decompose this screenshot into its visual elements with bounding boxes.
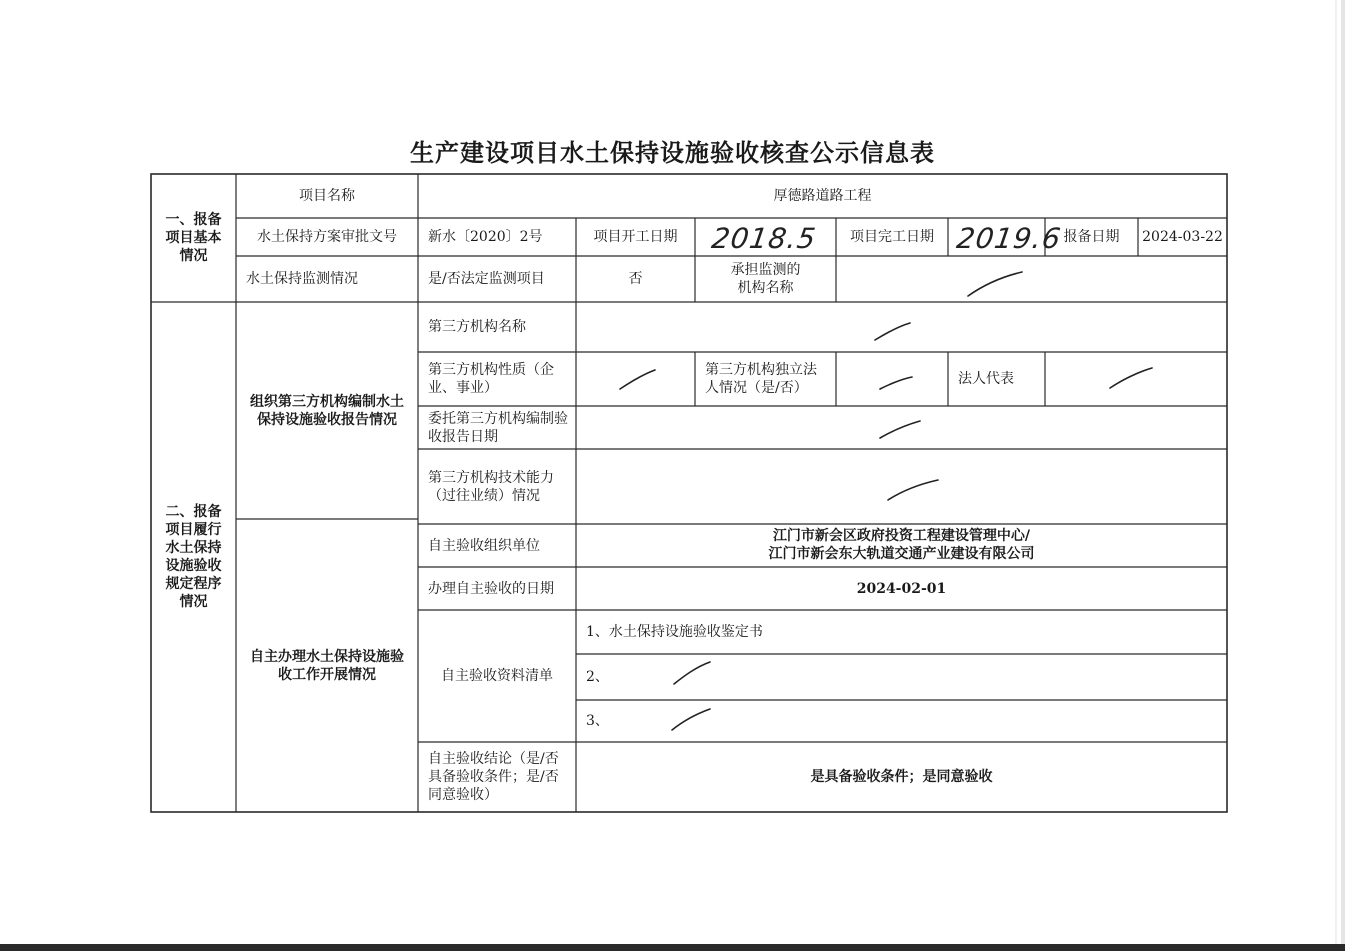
self-date-value: 2024-02-01 bbox=[856, 580, 947, 597]
section2-label: 二、报备项目履行水土保持设施验收规定程序情况 bbox=[165, 504, 222, 610]
conclusion-label: 自主验收结论（是/否具备验收条件；是/否同意验收） bbox=[428, 751, 559, 803]
legal-rep-label: 法人代表 bbox=[958, 371, 1014, 387]
third-capability-label: 第三方机构技术能力（过往业绩）情况 bbox=[428, 469, 554, 504]
filing-date-label: 报备日期 bbox=[1063, 229, 1120, 245]
monitor-org-label: 承担监测的机构名称 bbox=[730, 262, 801, 296]
approval-no: 新水〔2020〕2号 bbox=[428, 229, 543, 245]
self-date-label: 办理自主验收的日期 bbox=[428, 580, 554, 597]
statutory-monitoring-label: 是/否法定监测项目 bbox=[428, 271, 545, 287]
conclusion-value: 是具备验收条件；是同意验收 bbox=[810, 769, 993, 785]
project-name-label: 项目名称 bbox=[299, 188, 355, 204]
self-acceptance-group-label: 自主办理水土保持设施验收工作开展情况 bbox=[250, 648, 404, 683]
page-title: 生产建设项目水土保持设施验收核查公示信息表 bbox=[410, 138, 935, 167]
approval-label: 水土保持方案审批文号 bbox=[257, 229, 397, 245]
statutory-monitoring-value: 否 bbox=[628, 271, 643, 287]
materials-item-3: 3、 bbox=[586, 713, 609, 729]
self-org-line1: 江门市新会区政府投资工程建设管理中心/ bbox=[772, 528, 1031, 544]
third-party-group-label: 组织第三方机构编制水土保持设施验收报告情况 bbox=[250, 393, 404, 428]
third-nature-label: 第三方机构性质（企业、事业） bbox=[428, 362, 554, 396]
project-name-value: 厚德路道路工程 bbox=[773, 188, 872, 204]
scan-edge bbox=[1341, 0, 1345, 951]
self-org-line2: 江门市新会东大轨道交通产业建设有限公司 bbox=[768, 546, 1035, 562]
materials-item-1: 1、水土保持设施验收鉴定书 bbox=[586, 624, 763, 640]
third-independent-label: 第三方机构独立法人情况（是/否） bbox=[705, 362, 817, 396]
self-org-label: 自主验收组织单位 bbox=[428, 537, 540, 554]
materials-item-2: 2、 bbox=[586, 669, 609, 685]
start-date-label: 项目开工日期 bbox=[593, 229, 678, 245]
start-date-handwritten: 2018.5 bbox=[709, 222, 819, 255]
materials-label: 自主验收资料清单 bbox=[441, 668, 553, 684]
monitoring-label: 水土保持监测情况 bbox=[246, 271, 358, 287]
end-date-label: 项目完工日期 bbox=[850, 229, 934, 245]
third-name-label: 第三方机构名称 bbox=[428, 319, 526, 335]
filing-date-value: 2024-03-22 bbox=[1142, 229, 1223, 245]
end-date-handwritten: 2019.6 bbox=[954, 222, 1064, 255]
scan-edge-shadow bbox=[1335, 0, 1337, 951]
section1-label: 一、报备项目基本情况 bbox=[165, 212, 222, 264]
commission-date-label: 委托第三方机构编制验收报告日期 bbox=[428, 410, 568, 445]
scan-bottom-edge bbox=[0, 944, 1345, 951]
